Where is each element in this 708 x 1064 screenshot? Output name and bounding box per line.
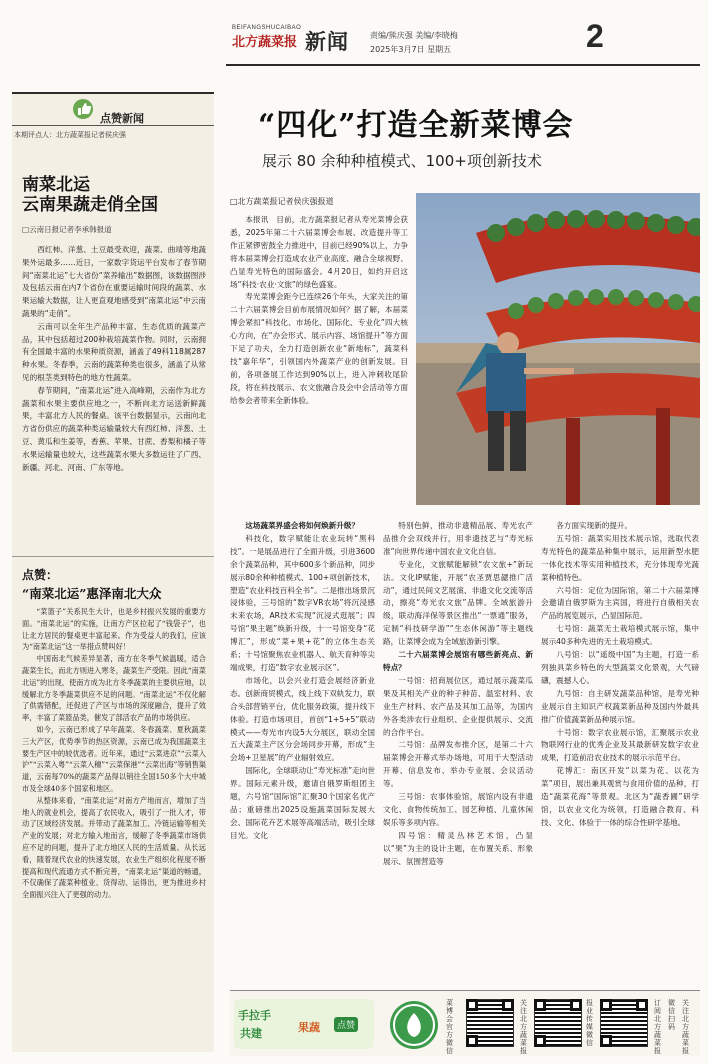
- main-subheadline: 展示 80 余种种植模式、100+项创新技术: [262, 152, 542, 170]
- article2-kicker: 点赞：: [22, 568, 59, 582]
- main-col1: [230, 214, 408, 408]
- sidebar-title-rule: [12, 125, 214, 126]
- article1-headline-1: 南菜北运: [22, 175, 90, 195]
- sidebar-column-title: 点赞新闻: [100, 112, 144, 125]
- main-headline: “四化”打造全新菜博会: [258, 108, 574, 143]
- qr-label-3: 订阅北方蔬菜报: [654, 999, 661, 1055]
- article1-headline-2: 云南果蔬走俏全国: [22, 195, 158, 215]
- main-paragraph: 市场化，以会兴业打造会展经济新业态。创新商贸模式，线上线下双轨发力，联合头部营销平台，优化服务政策，提升线下体验。打造市场项目，首创“1+5+5”联动模式——寿光市内设5大分展区，联动全国五大蔬菜主产区分会场同步开幕，形成“主会场+卫星展”的产业辐射效应。: [230, 675, 375, 763]
- masthead-logo: [232, 25, 302, 55]
- article2-paragraph: 从整体来看，“南菜北运”对南方产地而言，增加了当地人的就业机会，提高了农民收入，吸引了一批人才，带动了区域经济发展。并带动了蔬菜加工、冷链运输等相关产业的发展；对北方输入地而言，缓解了冬季蔬菜市场供应不足的问题，提升了北方地区人民的生活质量。从长远看，随着现代农业的快速发展，农业生产组织化程度不断提高和现代流通方式不断完善，“南菜北运”渠道的畅通，不仅确保了蔬菜种植业、货得动、运得出，更为推进乡村全面振兴注入了更强的动力。: [22, 795, 206, 900]
- qr-label-2: 报业传媒微信: [586, 999, 593, 1047]
- article1-paragraph: 云南可以全年生产品种丰富、生态优质的蔬菜产品，其中包括超过200种栽培蔬菜作物。同时，云南拥有全国最丰富的水果种质资源，涵盖了49科118属287种水果。冬春季，云南的蔬菜种类也很多，涵盖了从常见的根茎类到特色的地方性蔬菜。: [22, 321, 206, 382]
- qr-code-3[interactable]: [600, 999, 648, 1047]
- main-col3: [541, 520, 699, 830]
- main-paragraph: 这场蔬菜界盛会将如何焕新升级？: [245, 521, 360, 530]
- section-title: 新闻: [305, 29, 349, 54]
- main-paragraph: 四号馆：精灵丛林艺术馆，凸显以“果”为主的设计主题，在布置关系、形象展示、氛围营造等: [383, 830, 533, 866]
- sidebar-reviewer: 本期评点人：北方蔬菜报记者侯庆强: [14, 131, 126, 139]
- main-paragraph: 六号馆：定位为国际馆，第二十六届菜博会邀请自俄罗斯为主宾国，将进行自俄相关农产品的展览展示，凸显国际范。: [541, 585, 699, 621]
- article2-paragraph: 中国南北气候差异显著，南方在冬季气候温暖，适合蔬菜生长，而北方则进入寒冬，蔬菜生产受限。因此“南菜北运”的出现，使南方成为北方冬季蔬菜的主要供应地，以缓解北方冬季蔬菜供应不足的问题。“南菜北运”不仅化解了供需错配，还促进了产区与市场的深度融合，提升了效率，丰富了菜篮品类，催发了部活农产品的市场供应。: [22, 654, 206, 723]
- main-col2b: [383, 520, 533, 868]
- main-paragraph: 本报讯 目前，北方蔬菜报记者从寿光菜博会获悉，2025年第二十六届菜博会布展、改造提升等工作正紧锣密鼓全力推进中，目前已经90%以上，力争将本届菜博会打造成农业产业高度、融合全球视野、凸显寿光特色的国际盛会。4月20日，如约开启这场“科技·农业·文旅”的绿色盛宴。: [230, 215, 408, 289]
- masthead-pinyin: BEIFANGSHUCAIBAO: [232, 25, 302, 31]
- main-paragraph: 三号馆：农事体验馆，展馆内设有非遗文化、食物传统加工、园艺种植、儿童休闲娱乐等多项内容。: [383, 792, 533, 827]
- main-paragraph: 八号馆：以“遥级中国”为主题，打造一系列独具菜乡特色的大型蔬菜文化景观，大气磅礴，震撼人心。: [541, 650, 699, 685]
- main-paragraph: 专业化，文旅赋能解锁“农文旅+”新玩法。文化IP赋能，开展“农圣贾思勰推广活动”，通过民间文艺展演、非遗文化交流等活动，擦亮“寿光农文旅”品牌。全域旅游升级，联动海洋保等景区推出“一票通”服务，定制“科技研学游”“生态休闲游”等主题线路，让菜博会成为全域旅游新引擎。: [383, 559, 533, 647]
- qr-code-1[interactable]: [466, 999, 514, 1047]
- main-paragraph: 二十六届菜博会展馆有哪些新亮点、新特点？: [383, 650, 533, 672]
- qr-label-1: 关注北方蔬菜报: [520, 999, 527, 1055]
- article1-paragraph: 西红柿、洋葱、土豆最受欢迎，蔬菜、曲靖等地蔬果外运最多……近日，一家数字货运平台发布了春节期间“南菜北运”七大省份“菜养输出”数据图，该数据图涉及包括云南在内7个省份在重要运输时间段的蔬菜、水果运输大数据，让人更直观地感受到“南菜北运”中云南蔬果的“走俏”。: [22, 245, 206, 318]
- main-paragraph: 九号馆：自主研发蔬菜品种馆，是寿光种业展示自主知识产权蔬菜新品种及国内外最具推广价值蔬菜新品种展示馆。: [541, 688, 699, 724]
- main-byline: □北方蔬菜报记者侯庆强报道: [230, 197, 334, 206]
- article1-paragraph: 春节期间，“南菜北运”进入高峰期，云南作为北方蔬菜和水果主要供应地之一，不断向北方运送新鲜蔬果，丰富北方人民的餐桌。该平台数据显示，云南向北方省份供应的蔬菜种类运输量较大有西红柿、洋葱、土豆、黄瓜和生姜等，香蕉、苹果、甘蔗、香梨和橘子等水果运输量也较大，这些蔬菜水果大多数运往了广西、新疆、河北、河南、广东等地。: [22, 385, 206, 472]
- main-paragraph: 七号馆：蔬菜无土栽培模式展示馆，集中展示40多种先进的无土栽培模式。: [541, 624, 699, 647]
- masthead-date: 2025年3月7日 星期五: [370, 45, 452, 54]
- main-paragraph: 十号馆：数字农业展示馆，汇聚展示农业物联网行业的优秀企业及其最新研发数字农业成果，打造前沿农业技术的展示示范平台。: [541, 727, 699, 763]
- slogan-mid: 共建: [240, 1027, 262, 1040]
- photo-pavilion-workers: [416, 193, 700, 505]
- main-paragraph: 一号馆：招商展位区，通过展示蔬菜瓜果及其相关产业的种子种苗、温室材料、农业生产材料、农产品及其加工品等，为国内外各类涉农行业组织、企业提供展示、交流的合作平台。: [383, 675, 533, 737]
- qr-label-4: 微信扫码: [668, 999, 675, 1031]
- main-paragraph: 花博汇：南区开发“以菜为花、以花为菜”项目，展出兼具观赏与食用价值的品种，打造“蔬菜花海”等景观。北区为“蔬香圃”研学馆，以农业文化为统领，打造融合教育、科技、文化、体验于一体的综合性研学基地。: [541, 766, 699, 827]
- masthead: [0, 0, 708, 78]
- slogan-badge: 点赞: [334, 1017, 358, 1032]
- main-paragraph: 二号馆：品牌发布推介区，是第二十六届菜博会开幕式举办场地，可用于大型活动开幕、信息发布、举办专业展、会议活动等。: [383, 740, 533, 789]
- footer-side-text-1: 菜博会官方微信: [446, 999, 453, 1055]
- thumbs-up-icon: [72, 98, 94, 120]
- main-paragraph: 五号馆：蔬菜实用技术展示馆，选取代表寿光特色的蔬菜品种集中展示，运用新型水肥一体化技术等实用种植技术，充分体现寿光蔬菜种植特色。: [541, 533, 699, 582]
- article1-body: [22, 244, 206, 474]
- article2-headline: “南菜北运”惠泽南北大众: [22, 586, 162, 601]
- footer-slogan: [234, 999, 374, 1049]
- masthead-rule: [226, 64, 700, 66]
- article2-body: [22, 606, 206, 901]
- slogan-left: 手拉手: [238, 1009, 271, 1022]
- article1-byline: □云南日报记者李承韩报道: [22, 225, 112, 234]
- article2-paragraph: “菜篮子”关系民生大计，也是乡村振兴发展的重要方面。“南菜北运”的实施，让南方产区拉起了“钱袋子”，也让北方居民的餐桌更丰富起来。作为受益人的我们，应该为“南菜北运”这一举措点赞叫好！: [22, 607, 206, 652]
- footer-ad: [230, 990, 700, 1056]
- sidebar-divider: [12, 556, 214, 557]
- slogan-right: 果蔬: [298, 1021, 320, 1034]
- main-paragraph: 寿光菜博会距今已连续26个年头，大家关注的第二十六届菜博会目前布展情况如何？据了解，本届菜博会紧扣“科技化、市场化、国际化、专业化”四大核心方向，在“办会形式、展示内容、场馆提升”等方面下足了功夫，全力打造创新农业“新地标”，蔬菜科技“嘉年华”，引领国内外蔬菜产业的创新发展。目前，各项备展工作达到90%以上，进入冲刺收尾阶段，将在科技展示、农文旅融合及会中会活动等方面给参会者带来全新体验。: [230, 292, 408, 405]
- main-paragraph: 科技化，数字赋能让农业玩转“黑科技”。一是展品进行了全面升级，引进3600余个蔬菜品种，其中600多个新品种，同步展示80余种种植模式、100+项创新技术，塑造“农业科技百科全书”。二是推出场景沉浸体验，三号馆的“数字VR农场”将沉浸感未来农场，AR技术实现“沉浸式逛展”；四号馆“果主题”焕新升级，十一号馆变身“花博汇”，形成“菜+果+花”的立体生态关系；十号馆聚焦农业机器人、航天育种等尖端成果，打造“数字农业展示区”。: [230, 533, 375, 672]
- main-col2a: [230, 520, 375, 843]
- qr-label-5: 关注北方蔬菜报: [682, 999, 689, 1055]
- sidebar: [12, 92, 214, 1052]
- qr-code-2[interactable]: [534, 999, 582, 1047]
- main-paragraph: 国际化，全球联动让“寿光标准”走向世界。国际元素升级，邀请自俄罗斯组团主题，六号馆“国际馆”汇聚30个国家名优产品；重磅推出2025设施蔬菜国际发展大会、国际花卉艺术展等高端活动，吸引全球目光。文化: [230, 766, 375, 840]
- main-paragraph: 各方面实现新的提升。: [556, 521, 633, 530]
- masthead-paper-name: 北方蔬菜报: [232, 35, 298, 50]
- masthead-editor: 责编/熊庆强 美编/李晓梅: [370, 31, 458, 40]
- page-number: 2: [586, 18, 604, 54]
- article2-paragraph: 如今，云南已形成了早年蔬菜、冬春蔬菜、夏秋蔬菜三大产区，优势季节的热区资源，云南已成为我国蔬菜主要生产区中的较优选者。近年来，通过“云菜进京”“云菜入沪”“云菜入粤”“云菜入穗”“云菜保港”“云菜出海”等销售渠道，云南每70%的蔬菜产品得以销往全国150多个大中城市及全球40多个国家和地区。: [22, 724, 207, 793]
- footer-emblem-icon: [390, 1001, 438, 1049]
- main-paragraph: 特别色鲜，推动非遗精品展、寿光农产品推介会双线并行，用非遗技艺与“寿光标准”向世界传递中国农业文化自信。: [383, 521, 533, 556]
